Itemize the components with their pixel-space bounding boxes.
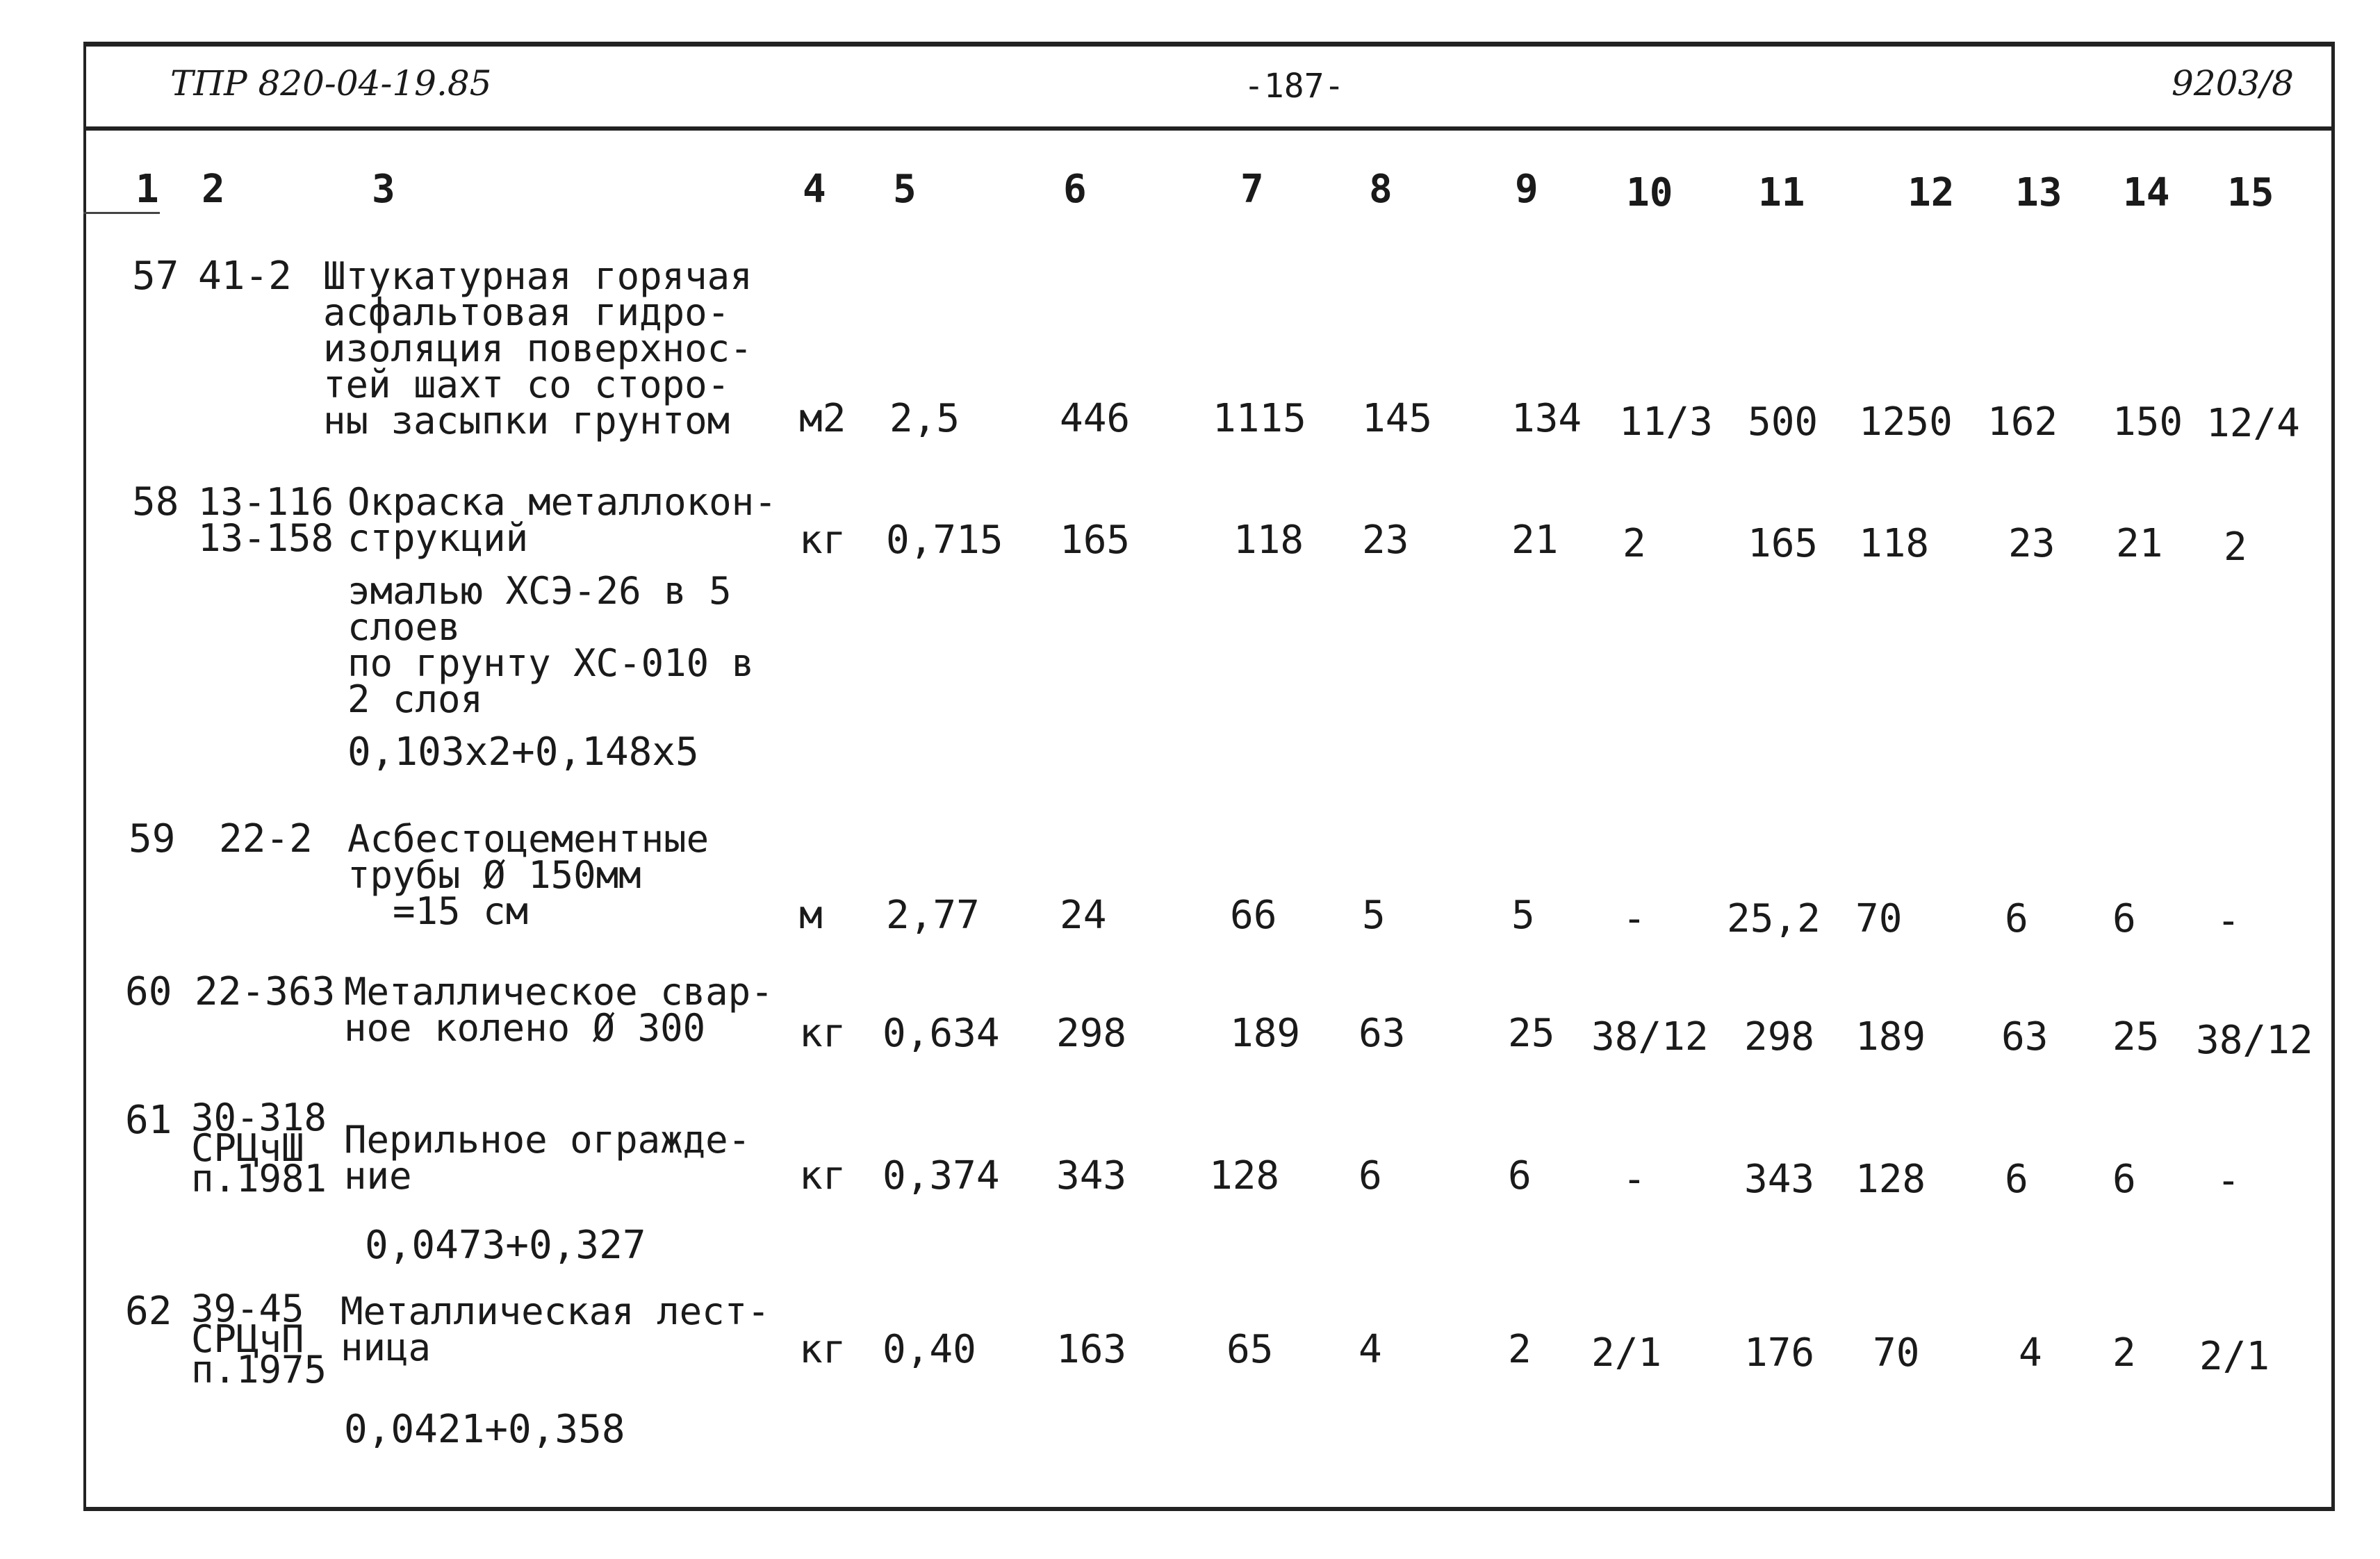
value-col12: 1250 — [1859, 399, 1953, 445]
work-description: Металлическое свар- ное колено Ø 300 — [344, 970, 773, 1050]
unit: м — [799, 893, 823, 938]
left-margin-tick — [83, 212, 160, 214]
value-col15: - — [2217, 1158, 2240, 1203]
value-col5: 0,715 — [886, 518, 1003, 563]
value-col8: 23 — [1362, 518, 1409, 563]
value-col6: 446 — [1060, 396, 1131, 441]
value-col15: 38/12 — [2196, 1018, 2313, 1063]
norm-code: 39-45 СРЦчП п.1975 — [191, 1287, 327, 1392]
unit: кг — [799, 1327, 846, 1372]
norm-code: 22-2 — [219, 816, 313, 861]
unit: кг — [799, 518, 846, 563]
calculation-formula: 0,0473+0,327 — [365, 1223, 646, 1268]
value-col15: 12/4 — [2206, 401, 2300, 446]
col-num: 11 — [1758, 170, 1805, 215]
value-col14: 25 — [2112, 1014, 2160, 1059]
col-num: 15 — [2227, 170, 2274, 215]
value-col11: 25,2 — [1727, 896, 1821, 941]
value-col10: 11/3 — [1619, 399, 1713, 445]
calculation-formula: 0,103х2+0,148х5 — [347, 729, 699, 775]
calculation-formula: 0,0421+0,358 — [344, 1407, 625, 1452]
value-col14: 21 — [2116, 521, 2163, 566]
row-number: 62 — [125, 1289, 172, 1334]
value-col7: 128 — [1209, 1153, 1280, 1198]
value-col5: 0,40 — [883, 1327, 976, 1372]
value-col10: 2 — [1623, 521, 1646, 566]
document-code: ТПР 820-04-19.85 — [170, 63, 492, 104]
unit: м2 — [799, 396, 846, 441]
col-num: 6 — [1063, 167, 1087, 212]
value-col11: 165 — [1748, 521, 1819, 566]
value-col9: 2 — [1508, 1327, 1532, 1372]
value-col6: 298 — [1056, 1011, 1127, 1056]
value-col14: 2 — [2112, 1330, 2136, 1376]
value-col9: 21 — [1511, 518, 1559, 563]
page-number: -187- — [1244, 67, 1345, 106]
value-col13: 4 — [2019, 1330, 2042, 1376]
value-col9: 6 — [1508, 1153, 1532, 1198]
value-col9: 5 — [1511, 893, 1535, 938]
value-col12: 118 — [1859, 521, 1930, 566]
value-col11: 298 — [1744, 1014, 1815, 1059]
col-num: 2 — [202, 167, 225, 212]
norm-code: 41-2 — [198, 254, 292, 299]
row-number: 61 — [125, 1098, 172, 1143]
value-col13: 6 — [2005, 1157, 2028, 1202]
value-col12: 70 — [1873, 1330, 1920, 1376]
value-col6: 24 — [1060, 893, 1107, 938]
value-col7: 189 — [1230, 1011, 1301, 1056]
value-col11: 500 — [1748, 399, 1819, 445]
work-description: Окраска металлокон- струкций — [347, 480, 777, 560]
value-col14: 6 — [2112, 896, 2136, 941]
value-col7: 118 — [1233, 518, 1304, 563]
col-num: 4 — [803, 167, 826, 212]
work-description-detail: эмалью ХСЭ-26 в 5 слоев по грунту ХС-010 в 2 слоя — [347, 569, 755, 721]
value-col9: 134 — [1511, 396, 1582, 441]
value-col14: 150 — [2112, 399, 2183, 445]
row-number: 60 — [125, 969, 172, 1014]
value-col7: 66 — [1230, 893, 1277, 938]
work-description: Металлическая лест- ница — [340, 1289, 770, 1369]
value-col8: 5 — [1362, 893, 1386, 938]
unit: кг — [799, 1153, 846, 1198]
header-divider — [83, 126, 2335, 131]
value-col10: - — [1623, 896, 1646, 941]
value-col5: 0,374 — [883, 1153, 1000, 1198]
col-num: 7 — [1240, 167, 1264, 212]
value-col5: 2,77 — [886, 893, 980, 938]
value-col12: 189 — [1855, 1014, 1926, 1059]
sheet-number: 9203/8 — [2172, 63, 2294, 104]
value-col8: 145 — [1362, 396, 1433, 441]
norm-code: 22-363 — [195, 969, 336, 1014]
value-col12: 128 — [1855, 1157, 1926, 1202]
value-col8: 6 — [1359, 1153, 1382, 1198]
value-col15: 2/1 — [2199, 1334, 2270, 1379]
value-col11: 176 — [1744, 1330, 1815, 1376]
value-col13: 6 — [2005, 896, 2028, 941]
value-col5: 2,5 — [889, 396, 960, 441]
value-col15: 2 — [2224, 525, 2247, 570]
row-number: 57 — [132, 254, 179, 299]
value-col8: 63 — [1359, 1011, 1406, 1056]
value-col7: 1115 — [1213, 396, 1306, 441]
unit: кг — [799, 1011, 846, 1056]
value-col13: 63 — [2001, 1014, 2049, 1059]
col-num: 1 — [136, 167, 159, 212]
value-col7: 65 — [1226, 1327, 1274, 1372]
col-num: 9 — [1515, 167, 1538, 212]
value-col8: 4 — [1359, 1327, 1382, 1372]
col-num: 8 — [1369, 167, 1393, 212]
work-description: Штукатурная горячая асфальтовая гидро- изоляция поверхнос- тей шахт со сторо- ны засыпки грунтом — [323, 254, 753, 443]
col-num: 10 — [1626, 170, 1673, 215]
value-col11: 343 — [1744, 1157, 1815, 1202]
value-col10: - — [1623, 1157, 1646, 1202]
value-col6: 343 — [1056, 1153, 1127, 1198]
norm-code: 30-318 СРЦчШ п.1981 — [191, 1096, 327, 1201]
value-col6: 165 — [1060, 518, 1131, 563]
value-col13: 162 — [1987, 399, 2058, 445]
value-col9: 25 — [1508, 1011, 1555, 1056]
work-description: Перильное огражде- ние — [344, 1118, 751, 1198]
col-num: 12 — [1907, 170, 1955, 215]
norm-code: 13-116 13-158 — [198, 480, 334, 560]
value-col12: 70 — [1855, 896, 1903, 941]
col-num: 13 — [2015, 170, 2062, 215]
row-number: 58 — [132, 479, 179, 525]
row-number: 59 — [129, 816, 176, 861]
value-col10: 38/12 — [1591, 1014, 1709, 1059]
work-description: Асбестоцементные трубы Ø 150мм =15 см — [347, 817, 709, 933]
value-col15: - — [2217, 898, 2240, 943]
col-num: 3 — [372, 167, 395, 212]
value-col5: 0,634 — [883, 1011, 1000, 1056]
col-num: 14 — [2123, 170, 2170, 215]
value-col6: 163 — [1056, 1327, 1127, 1372]
value-col14: 6 — [2112, 1157, 2136, 1202]
col-num: 5 — [893, 167, 917, 212]
value-col10: 2/1 — [1591, 1330, 1662, 1376]
value-col13: 23 — [2008, 521, 2055, 566]
